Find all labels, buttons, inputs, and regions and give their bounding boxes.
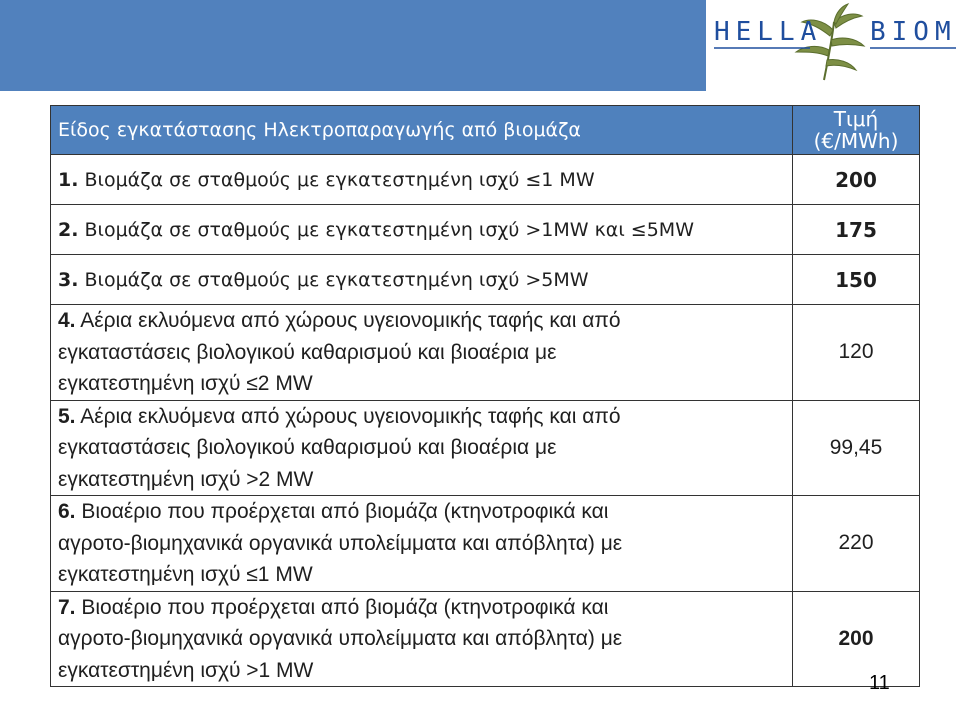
header-price xyxy=(793,106,920,155)
feed-in-tariff-table xyxy=(50,105,920,687)
row-description xyxy=(51,305,793,401)
table-row xyxy=(51,155,920,205)
row-description xyxy=(51,400,793,496)
logo-word-hella: HELLA xyxy=(714,17,823,47)
row-number: 3. xyxy=(58,268,79,291)
row-price: 200 xyxy=(793,155,920,205)
header-price-label: Τιμή xyxy=(833,107,879,131)
row-number: 1. xyxy=(58,168,79,191)
table-row xyxy=(51,591,920,687)
row-text-line: αγροτο-βιομηχανικά οργανικά υπολείμματα και απόβλητα) με xyxy=(58,627,623,650)
header-price-unit: (€/MWh) xyxy=(813,129,899,153)
row-text-line: εγκαταστάσεις βιολογικού καθαρισμού και βιοαέρια με xyxy=(58,340,557,364)
row-description xyxy=(51,591,793,687)
table-row xyxy=(51,400,920,496)
row-price: 120 xyxy=(793,305,920,401)
row-text-line: εγκατεστημένη ισχύ ≤2 MW xyxy=(58,372,313,395)
row-text: Βιομάζα σε σταθμούς με εγκατεστημένη ισχύ ≤1 MW xyxy=(84,168,595,191)
row-number: 5. xyxy=(58,404,76,428)
row-price: 175 xyxy=(793,205,920,255)
row-description xyxy=(51,255,793,305)
table-row xyxy=(51,305,920,401)
row-text-line: εγκατεστημένη ισχύ >1 MW xyxy=(58,658,314,682)
row-text: Βιομάζα σε σταθμούς με εγκατεστημένη ισχύ >5MW xyxy=(84,268,589,291)
table-header-row xyxy=(51,106,920,155)
top-banner xyxy=(0,0,706,91)
row-text-line: Αέρια εκλυόμενα από χώρους υγειονομικής ταφής και από xyxy=(80,309,621,332)
table-row xyxy=(51,496,920,592)
row-text: Βιομάζα σε σταθμούς με εγκατεστημένη ισχύ >1MW και ≤5MW xyxy=(84,218,694,241)
row-number: 7. xyxy=(58,595,76,619)
row-price: 200 xyxy=(793,591,920,687)
row-description xyxy=(51,205,793,255)
logo-graphic xyxy=(706,0,960,91)
row-price: 99,45 xyxy=(793,400,920,496)
row-text-line: εγκατεστημένη ισχύ ≤1 MW xyxy=(58,563,313,586)
row-text-line: Βιοαέριο που προέρχεται από βιομάζα (κτηνοτροφικά και xyxy=(81,595,609,619)
row-price: 220 xyxy=(793,496,920,592)
page-number: 11 xyxy=(869,672,890,694)
row-text-line: αγροτο-βιομηχανικά οργανικά υπολείμματα και απόβλητα) με xyxy=(58,531,623,555)
row-number: 6. xyxy=(58,500,76,523)
row-description xyxy=(51,155,793,205)
row-number: 2. xyxy=(58,218,79,241)
row-text-line: εγκαταστάσεις βιολογικού καθαρισμού και βιοαέρια με xyxy=(58,436,557,459)
row-text-line: εγκατεστημένη ισχύ >2 MW xyxy=(58,467,314,491)
row-price: 150 xyxy=(793,255,920,305)
row-description xyxy=(51,496,793,592)
row-text-line: Αέρια εκλυόμενα από χώρους υγειονομικής ταφής και από xyxy=(80,404,621,428)
logo-word-biom: BIOM xyxy=(870,17,957,47)
header-installation-type: Είδος εγκατάστασης Ηλεκτροπαραγωγής από βιομάζα xyxy=(51,106,793,155)
row-text-line: Βιοαέριο που προέρχεται από βιομάζα (κτηνοτροφικά και xyxy=(81,500,609,523)
row-number: 4. xyxy=(58,309,76,332)
table-row xyxy=(51,205,920,255)
hella-biom-logo xyxy=(706,0,960,91)
table-row xyxy=(51,255,920,305)
